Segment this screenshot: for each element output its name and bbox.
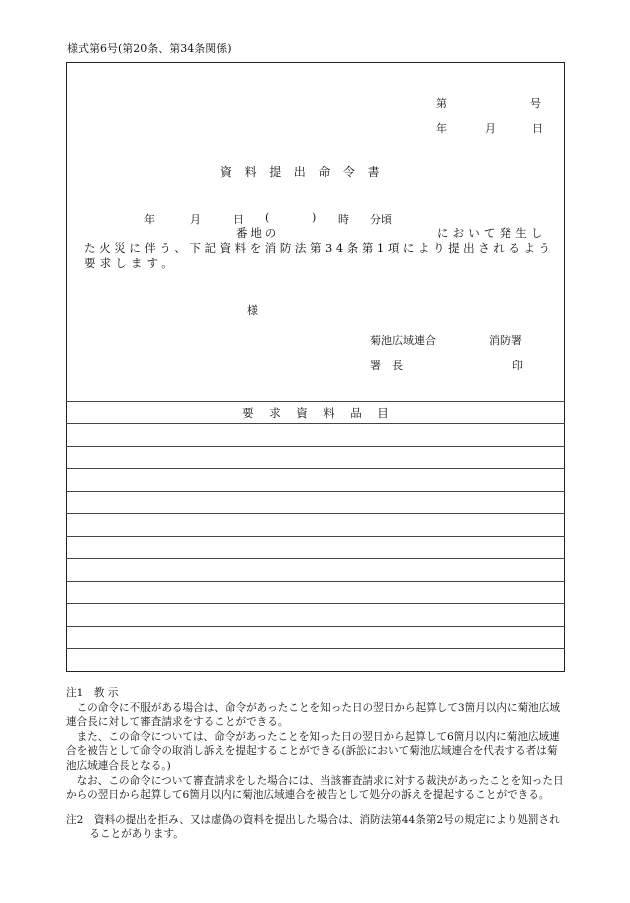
date-day-label: 日 — [532, 122, 543, 135]
weekday-paren-close: ) — [312, 211, 317, 224]
incident-day-label: 日 — [233, 213, 244, 226]
table-row — [66, 468, 565, 469]
date-month-label: 月 — [485, 122, 496, 135]
table-top-line — [66, 401, 565, 402]
seal-mark: 印 — [512, 359, 523, 372]
table-row — [66, 491, 565, 492]
note1-paragraph-3: なお、この命令について審査請求をした場合には、当該審査請求に対する裁決があったことを知った日からの翌日から起算して6箇月以内に菊池広域連合を被告として処分の訴えを提起することができる。 — [66, 774, 564, 802]
form-number-label: 様式第6号(第20条、第34条関係) — [67, 42, 232, 55]
table-row — [66, 558, 565, 559]
issuer-department: 消防署 — [489, 334, 522, 347]
document-title: 資料提出命令書 — [220, 165, 393, 179]
issuer-title: 署 長 — [370, 359, 403, 372]
notes-section — [66, 686, 564, 842]
body-line-2: た火災に伴う、下記資料を消防法第34条第1項により提出されるよう — [84, 241, 554, 255]
table-row — [66, 446, 565, 447]
incident-minute-label: 分頃 — [370, 213, 392, 226]
table-row — [66, 536, 565, 537]
table-row — [66, 423, 565, 424]
note1-paragraph-1: この命令に不服がある場合は、命令があったことを知った日の翌日から起算して3箇月以内に菊池広域連合長に対して審査請求をすることができる。 — [66, 701, 560, 729]
table-row — [66, 581, 565, 582]
table-row — [66, 513, 565, 514]
address-banchi-label: 番地の — [236, 226, 280, 240]
occurrence-text: において発生し — [437, 226, 547, 240]
number-suffix: 号 — [530, 97, 541, 110]
incident-year-label: 年 — [144, 213, 155, 226]
body-line-3: 要求します。 — [84, 256, 177, 270]
note1-paragraph-2: また、この命令については、命令があったことを知った日の翌日から起算して6箇月以内に菊池広域連合を被告として命令の取消し訴えを提起することができる(訴訟において菊池広域連合を代表する者は菊池広域連合長となる。) — [66, 730, 560, 772]
table-row — [66, 626, 565, 627]
table-row — [66, 603, 565, 604]
incident-month-label: 月 — [190, 213, 201, 226]
weekday-paren-open: ( — [265, 211, 270, 224]
note1-heading: 注1 教 示 — [66, 687, 119, 699]
issuer-organization: 菊池広域連合 — [370, 334, 436, 347]
requested-items-table — [66, 401, 565, 672]
date-year-label: 年 — [436, 122, 447, 135]
number-prefix: 第 — [436, 97, 447, 110]
table-row — [66, 648, 565, 649]
note2: 注2 資料の提出を拒み、又は虚偽の資料を提出した場合は、消防法第44条第2号の規定により処罰されることがあります。 — [66, 813, 560, 841]
addressee-sama: 様 — [247, 304, 258, 317]
table-header: 要求資料品目 — [242, 406, 405, 420]
incident-hour-label: 時 — [338, 213, 349, 226]
